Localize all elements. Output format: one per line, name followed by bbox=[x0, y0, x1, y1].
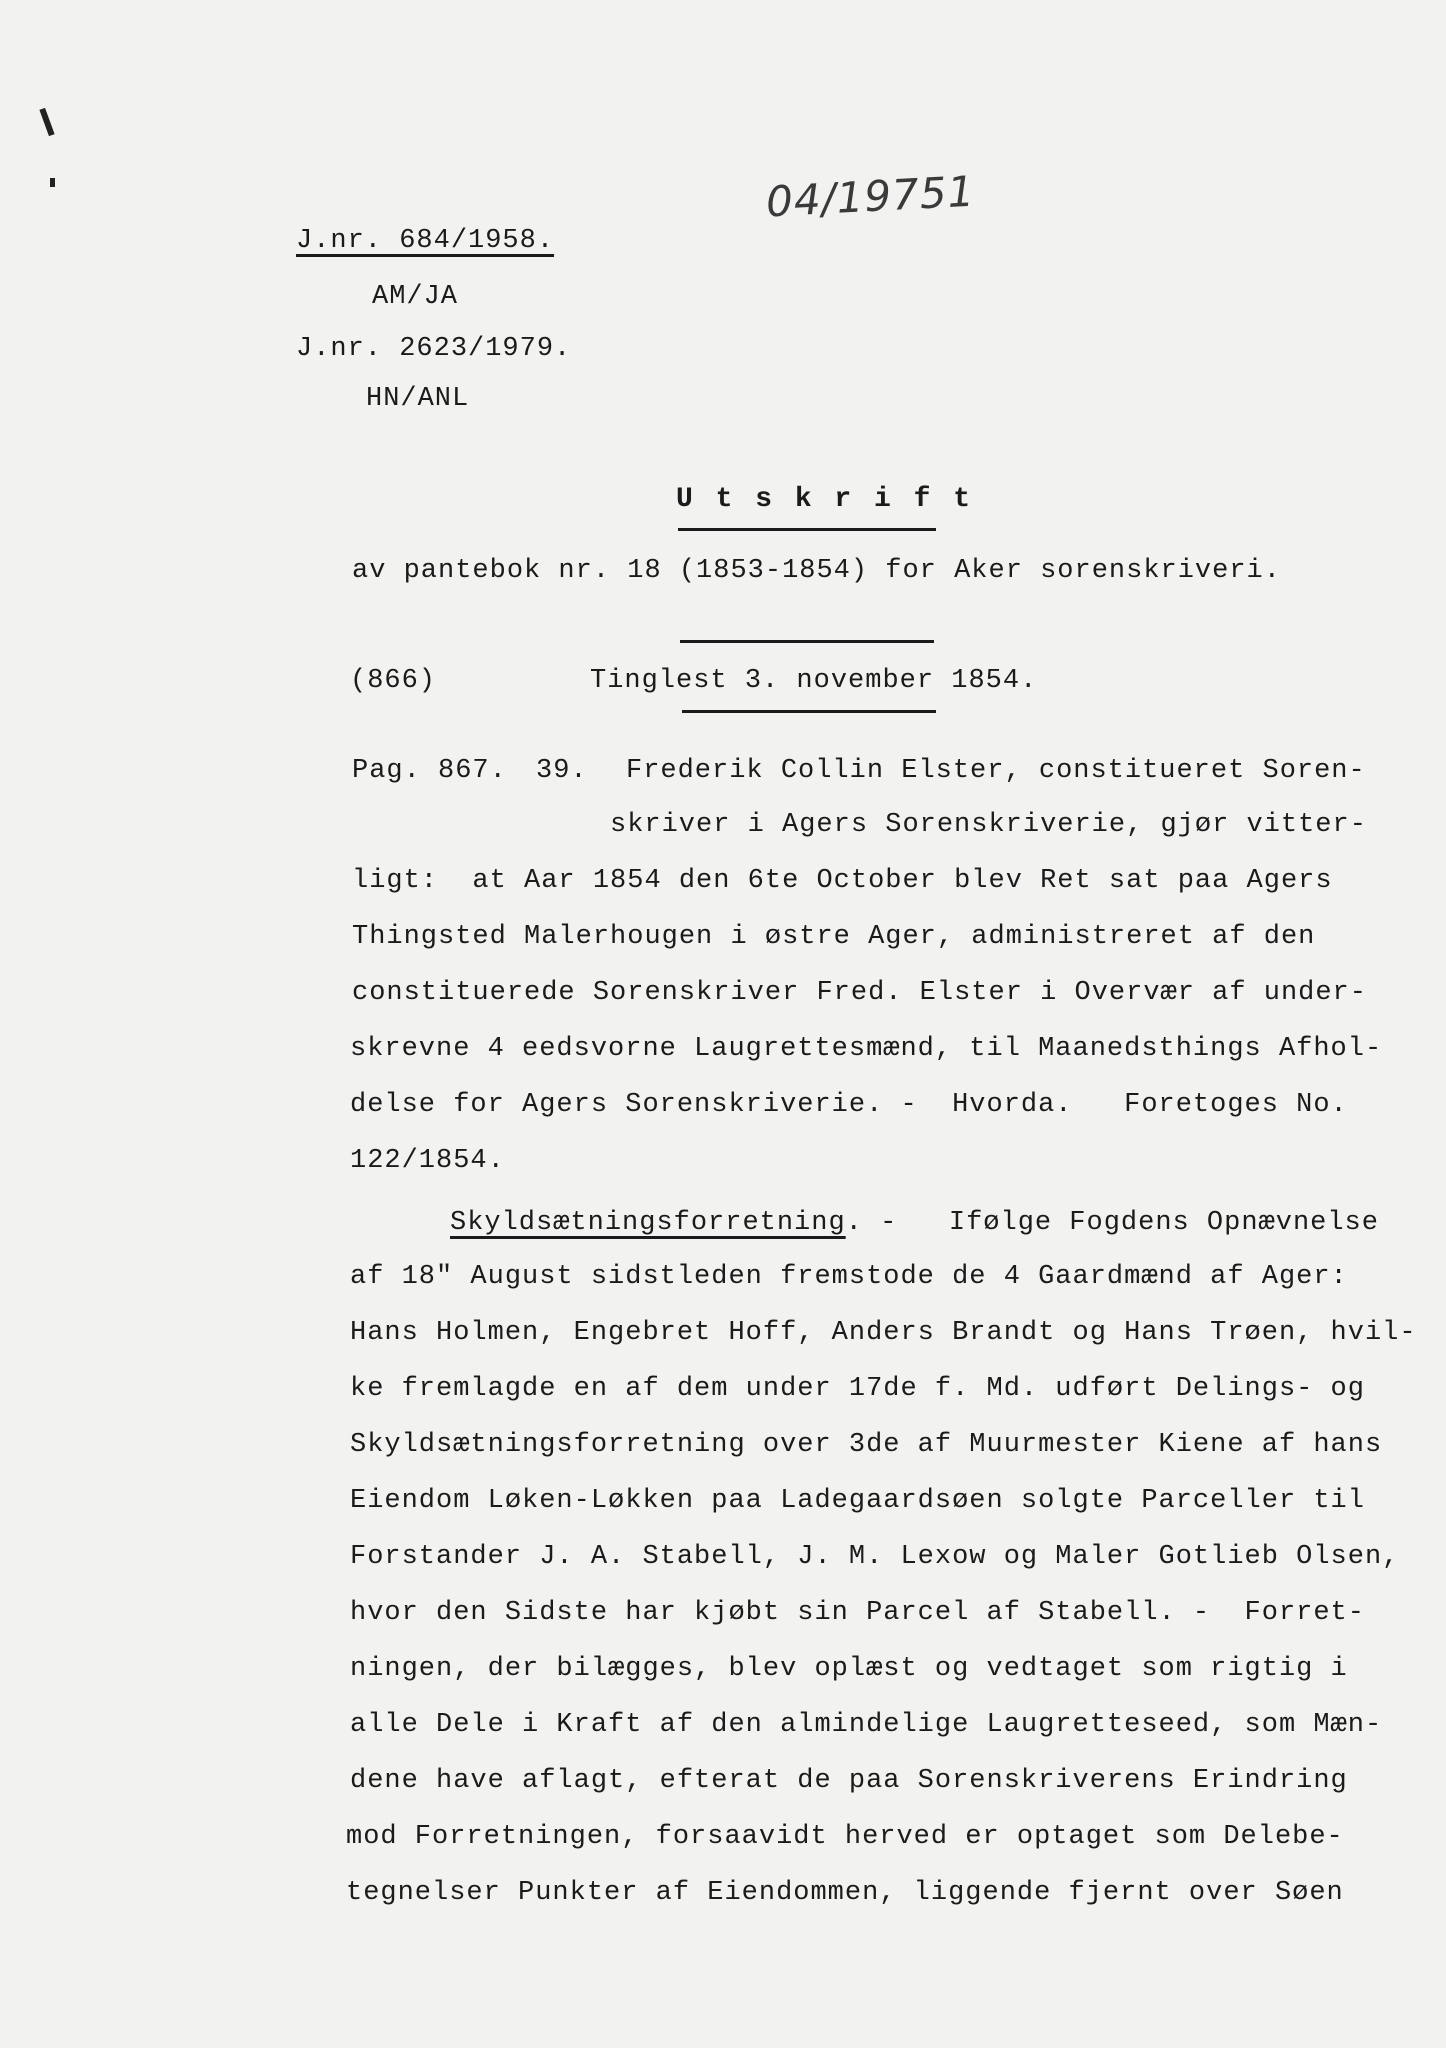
text-line: mod Forretningen, forsaavidt herved er optaget som Delebe- bbox=[346, 1822, 1344, 1852]
text-line: skrevne 4 eedsvorne Laugrettesmænd, til Maanedsthings Afhol- bbox=[350, 1034, 1383, 1064]
section-heading: Skyldsætningsforretning bbox=[450, 1208, 846, 1238]
reference-initials: HN/ANL bbox=[366, 384, 470, 414]
text-line: Eiendom Løken-Løkken paa Ladegaardsøen solgte Parceller til bbox=[350, 1486, 1365, 1516]
separator-rule bbox=[680, 640, 934, 643]
text-line: Hans Holmen, Engebret Hoff, Anders Brandt og Hans Trøen, hvil- bbox=[350, 1318, 1417, 1348]
title-underline bbox=[678, 528, 936, 531]
reference-number: J.nr. 684/1958. bbox=[296, 226, 555, 256]
text-line: 122/1854. bbox=[350, 1146, 505, 1176]
text-line: hvor den Sidste har kjøbt sin Parcel af Stabell. - Forret- bbox=[350, 1598, 1365, 1628]
text-line: Skyldsætningsforretning over 3de af Muurmester Kiene af hans bbox=[350, 1430, 1383, 1460]
text-line: dene have aflagt, efterat de paa Sorenskriverens Erindring bbox=[350, 1766, 1348, 1796]
reference-initials: AM/JA bbox=[372, 282, 459, 312]
text-line: ningen, der bilægges, blev oplæst og vedtaget som rigtig i bbox=[350, 1654, 1348, 1684]
text-line: constituerede Sorenskriver Fred. Elster i Overvær af under- bbox=[352, 978, 1367, 1008]
text-line: alle Dele i Kraft af den almindelige Laugretteseed, som Mæn- bbox=[350, 1710, 1383, 1740]
text-line: Frederik Collin Elster, constitueret Soren- bbox=[626, 756, 1366, 786]
text-line: delse for Agers Sorenskriverie. - Hvorda. Foretoges No. bbox=[350, 1090, 1348, 1120]
text-line: ke fremlagde en af dem under 17de f. Md. udført Delings- og bbox=[350, 1374, 1365, 1404]
subtitle: av pantebok nr. 18 (1853-1854) for Aker sorenskriveri. bbox=[352, 556, 1281, 586]
page-label: Pag. 867. bbox=[352, 756, 507, 786]
text-line: Thingsted Malerhougen i østre Ager, administreret af den bbox=[352, 922, 1316, 952]
document-title: U t s k r i f t bbox=[676, 484, 974, 515]
text-line: af 18" August sidstleden fremstode de 4 Gaardmænd af Ager: bbox=[350, 1262, 1348, 1292]
paragraph-first-line bbox=[450, 1208, 1379, 1238]
page-reference: (866) bbox=[350, 666, 437, 696]
margin-mark bbox=[50, 178, 55, 187]
margin-mark bbox=[39, 108, 54, 136]
text-line: . - Ifølge Fogdens Opnævnelse bbox=[845, 1208, 1379, 1238]
tinglest-underline bbox=[682, 710, 936, 713]
text-line: tegnelser Punkter af Eiendommen, liggende fjernt over Søen bbox=[346, 1878, 1344, 1908]
tinglest-date: Tinglest 3. november 1854. bbox=[590, 666, 1038, 696]
text-line: ligt: at Aar 1854 den 6te October blev Ret sat paa Agers bbox=[352, 866, 1333, 896]
entry-number: 39. bbox=[536, 756, 588, 786]
reference-number: J.nr. 2623/1979. bbox=[296, 334, 572, 364]
text-line: Forstander J. A. Stabell, J. M. Lexow og Maler Gotlieb Olsen, bbox=[350, 1542, 1400, 1572]
text-line: skriver i Agers Sorenskriverie, gjør vitter- bbox=[610, 810, 1367, 840]
handwritten-number: 04/19751 bbox=[764, 166, 977, 227]
